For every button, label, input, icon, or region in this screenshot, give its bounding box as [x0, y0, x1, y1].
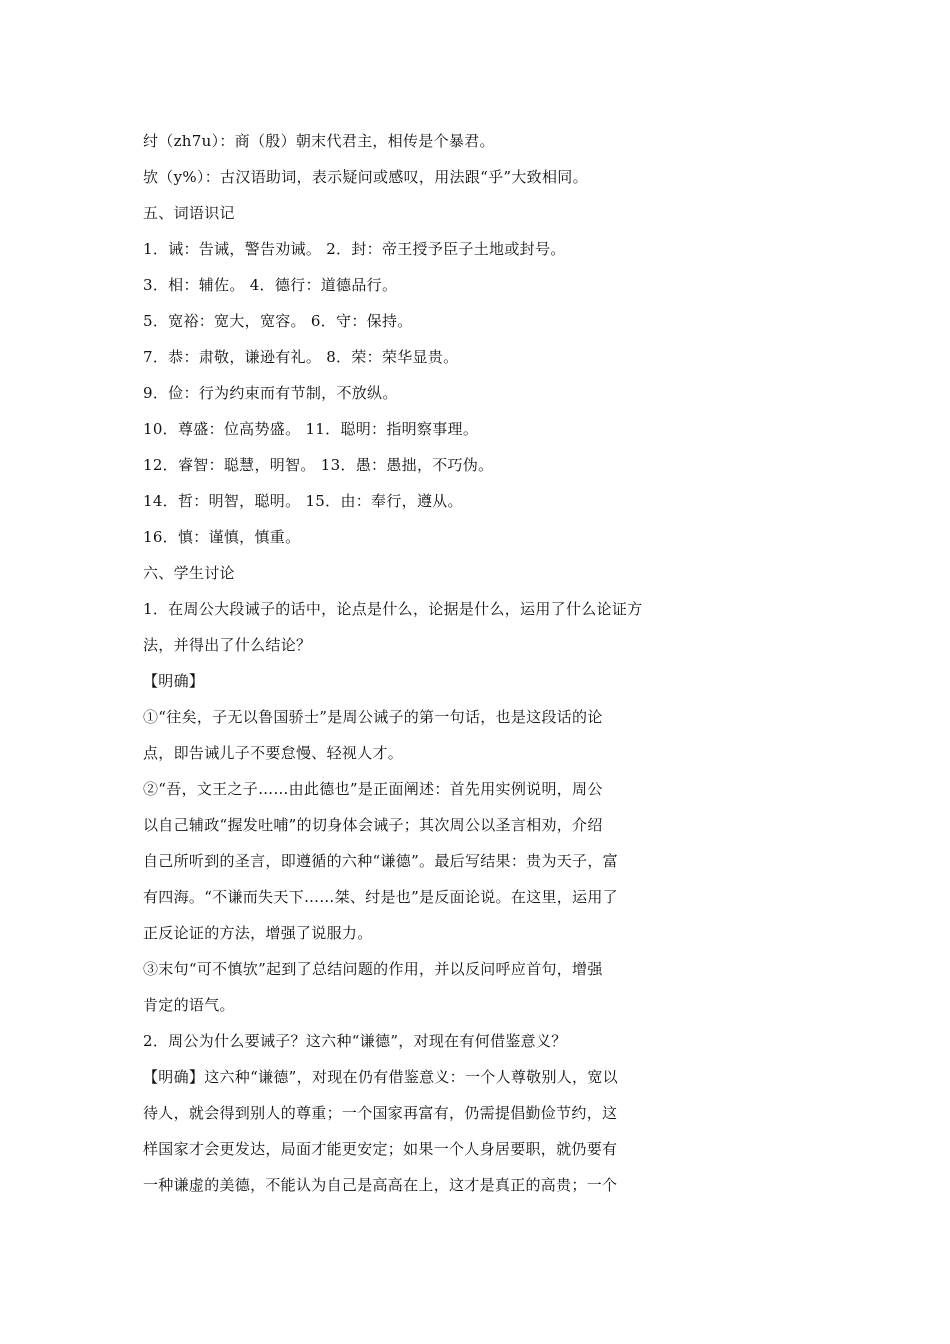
text-line: 点，即告诫儿子不要怠慢、轻视人才。 — [143, 744, 404, 762]
text-line: 16．慎：谨慎，慎重。 — [143, 528, 301, 546]
text-line: 样国家才会更发达，局面才能更安定；如果一个人身居要职，就仍要有 — [143, 1140, 618, 1158]
section-heading: 五、词语识记 — [143, 204, 235, 222]
text-line: 9．俭：行为约束而有节制，不放纵。 — [143, 384, 398, 402]
text-line: 有四海。“不谦而失天下……桀、纣是也”是反面论说。在这里，运用了 — [143, 888, 618, 906]
text-line: 纣（zh7u）：商（殷）朝末代君主，相传是个暴君。 — [143, 132, 495, 150]
text-line: 12．睿智：聪慧，明智。 13．愚：愚拙，不巧伪。 — [143, 456, 494, 474]
text-line: 肯定的语气。 — [143, 996, 235, 1014]
text-line: 【明确】 — [143, 672, 205, 690]
text-line: 2．周公为什么要诫子？这六种“谦德”，对现在有何借鉴意义？ — [143, 1032, 567, 1050]
text-line: 法，并得出了什么结论？ — [143, 636, 312, 654]
text-line: 一种谦虚的美德，不能认为自己是高高在上，这才是真正的高贵；一个 — [143, 1176, 618, 1194]
text-line: 14．哲：明智，聪明。 15．由：奉行，遵从。 — [143, 492, 463, 510]
text-line: 欤（y%）：古汉语助词，表示疑问或感叹，用法跟“乎”大致相同。 — [143, 168, 588, 186]
section-heading: 六、学生讨论 — [143, 564, 235, 582]
text-line: 10．尊盛：位高势盛。 11．聪明：指明察事理。 — [143, 420, 479, 438]
text-line: 1．诫：告诫，警告劝诫。 2．封：帝王授予臣子土地或封号。 — [143, 240, 566, 258]
text-line: 【明确】这六种“谦德”，对现在仍有借鉴意义：一个人尊敬别人，宽以 — [143, 1068, 618, 1086]
document-body — [143, 123, 703, 1203]
text-line: 5．宽裕：宽大，宽容。 6．守：保持。 — [143, 312, 413, 330]
text-line: 3．相：辅佐。 4．德行：道德品行。 — [143, 276, 398, 294]
text-line: 以自己辅政“握发吐哺”的切身体会诫子；其次周公以圣言相劝，介绍 — [143, 816, 603, 834]
text-line: ③末句“可不慎欤”起到了总结问题的作用，并以反问呼应首句，增强 — [143, 960, 603, 978]
text-line: 7．恭：肃敬，谦逊有礼。 8．荣：荣华显贵。 — [143, 348, 459, 366]
text-line: 1．在周公大段诫子的话中，论点是什么，论据是什么，运用了什么论证方 — [143, 600, 643, 618]
text-line: ②“吾，文王之子……由此德也”是正面阐述：首先用实例说明，周公 — [143, 780, 603, 798]
text-line: 自己所听到的圣言，即遵循的六种“谦德”。最后写结果：贵为天子，富 — [143, 852, 618, 870]
text-line: 待人，就会得到别人的尊重；一个国家再富有，仍需提倡勤俭节约，这 — [143, 1104, 618, 1122]
text-line: ①“往矣，子无以鲁国骄士”是周公诫子的第一句话，也是这段话的论 — [143, 708, 603, 726]
text-line: 正反论证的方法，增强了说服力。 — [143, 924, 373, 942]
